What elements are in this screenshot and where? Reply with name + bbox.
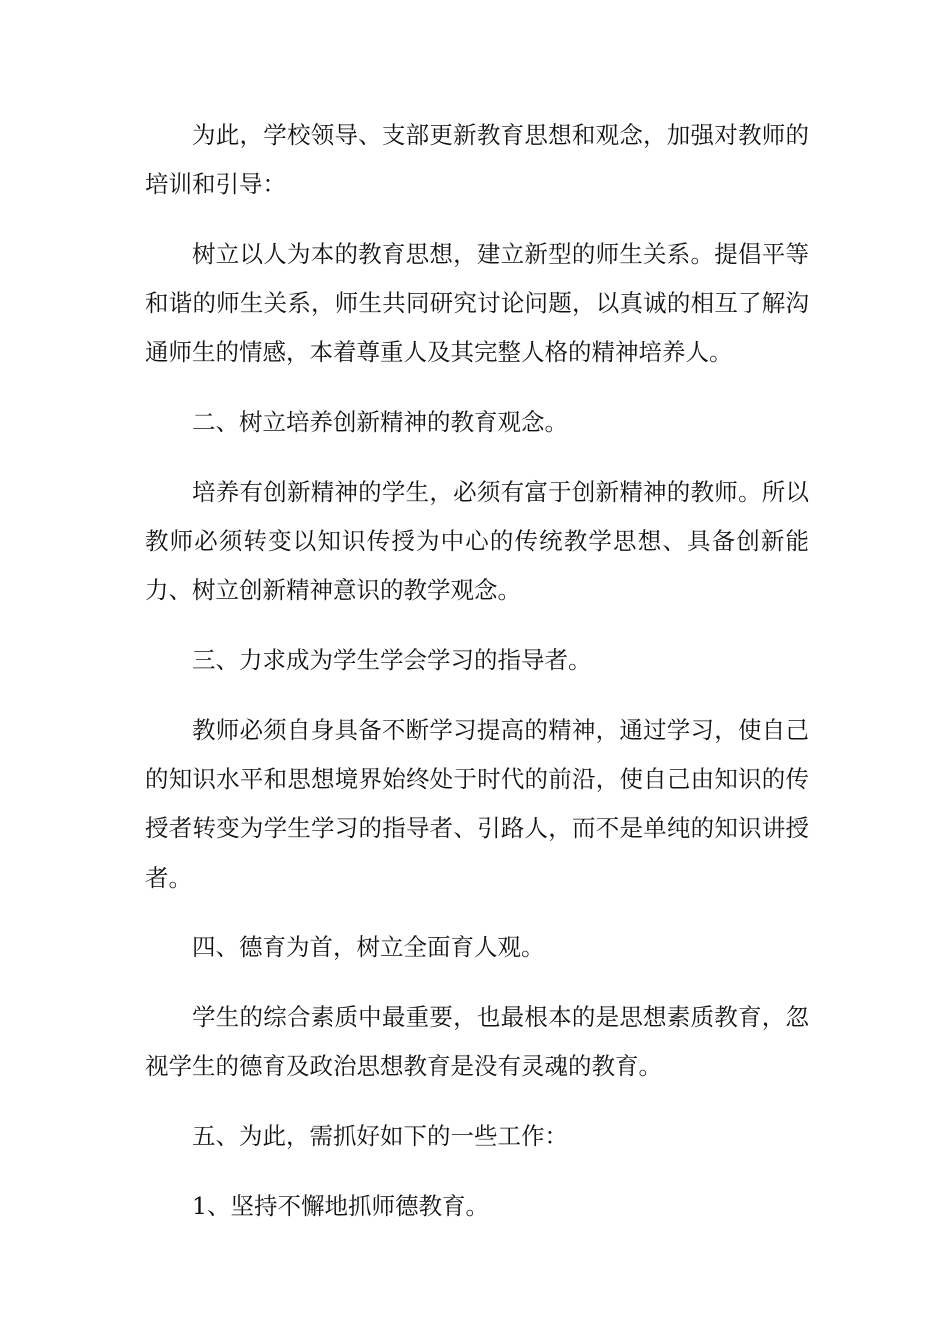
heading-learning-guide: 三、力求成为学生学会学习的指导者。 [192, 646, 592, 675]
heading-moral-education: 四、德育为首，树立全面育人观。 [192, 933, 545, 962]
paragraph-innovation: 培养有创新精神的学生，必须有富于创新精神的教师。所以教师必须转变以知识传授为中心的传统教学思想、具备创新能力、树立创新精神意识的教学观念。 [145, 478, 809, 605]
document-body [145, 111, 809, 1252]
heading-work-items: 五、为此，需抓好如下的一些工作： [192, 1122, 568, 1151]
list-item-teacher-ethics: 1、坚持不懈地抓师德教育。 [192, 1192, 489, 1220]
paragraph-moral-education: 学生的综合素质中最重要，也最根本的是思想素质教育，忽视学生的德育及政治思想教育是没有灵魂的教育。 [145, 1003, 809, 1081]
paragraph-people-oriented: 树立以人为本的教育思想，建立新型的师生关系。提倡平等和谐的师生关系，师生共同研究讨论问题，以真诚的相互了解沟通师生的情感，本着尊重人及其完整人格的精神培养人。 [145, 240, 809, 367]
heading-innovation-concept: 二、树立培养创新精神的教育观念。 [192, 408, 568, 437]
paragraph-intro: 为此，学校领导、支部更新教育思想和观念，加强对教师的培训和引导： [145, 121, 809, 199]
paragraph-learning-guide: 教师必须自身具备不断学习提高的精神，通过学习，使自己的知识水平和思想境界始终处于时代的前沿，使自己由知识的传授者转变为学生学习的指导者、引路人，而不是单纯的知识讲授者。 [145, 716, 809, 892]
